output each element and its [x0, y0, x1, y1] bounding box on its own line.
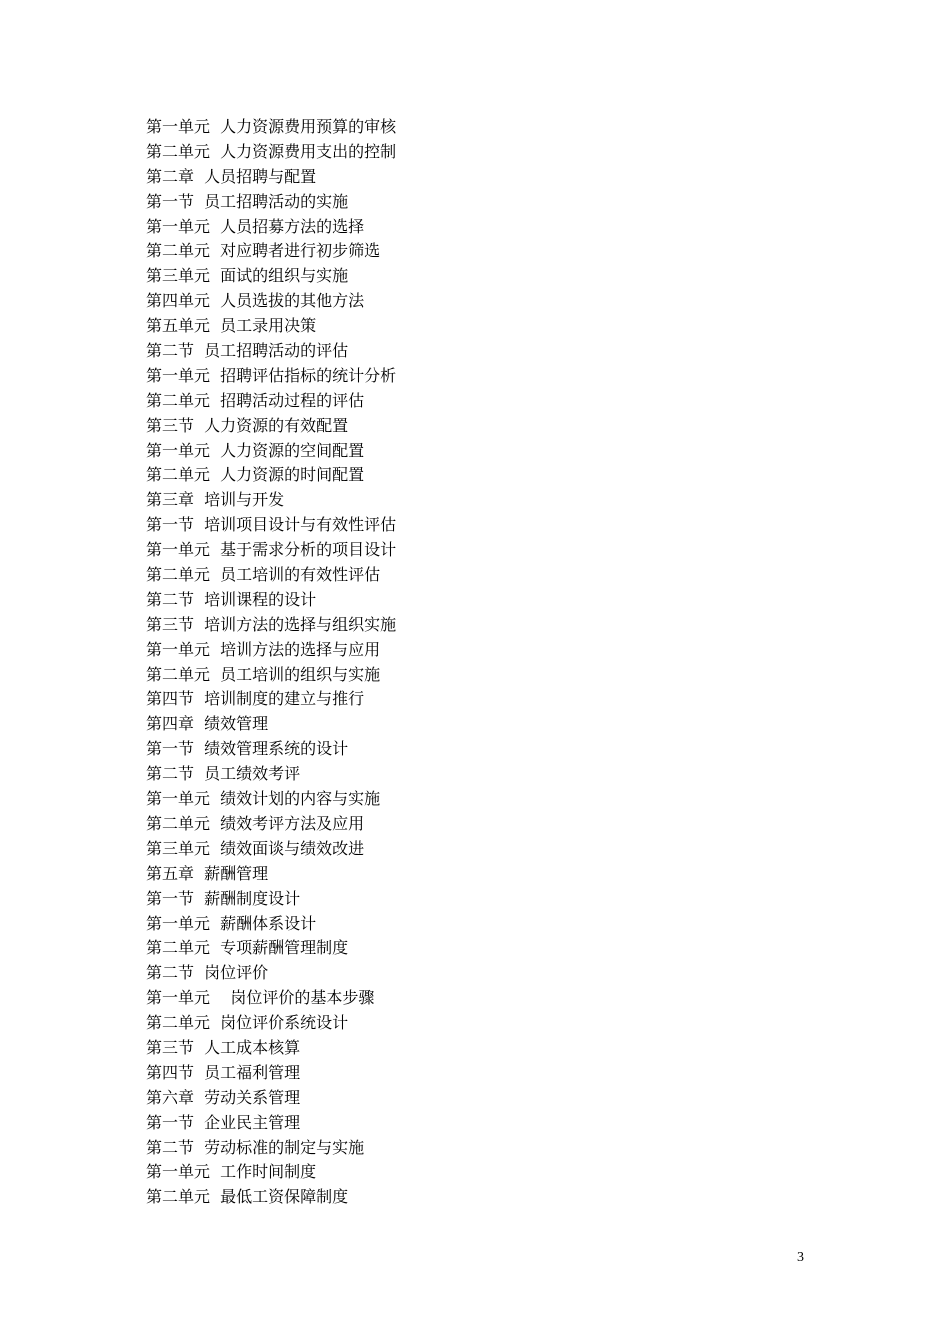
toc-entry: 第一单元 人员招募方法的选择	[146, 216, 365, 236]
toc-entry: 第二节 劳动标准的制定与实施	[146, 1137, 365, 1157]
toc-entry: 第二节 员工绩效考评	[146, 764, 301, 784]
toc-entry: 第二单元 专项薪酬管理制度	[146, 938, 349, 958]
toc-entry: 第二节 员工招聘活动的评估	[146, 341, 349, 361]
toc-entry: 第四节 员工福利管理	[146, 1062, 301, 1082]
toc-entry: 第一单元 人力资源的空间配置	[146, 440, 365, 460]
toc-entry: 第三节 人工成本核算	[146, 1037, 301, 1057]
toc-entry: 第一单元 基于需求分析的项目设计	[146, 540, 397, 560]
toc-entry: 第一单元 培训方法的选择与应用	[146, 639, 381, 659]
toc-entry: 第一单元 岗位评价的基本步骤	[146, 988, 375, 1008]
toc-entry: 第二单元 员工培训的有效性评估	[146, 565, 381, 585]
toc-entry: 第二单元 对应聘者进行初步筛选	[146, 241, 381, 261]
toc-entry: 第一节 绩效管理系统的设计	[146, 739, 349, 759]
toc-entry: 第一单元 招聘评估指标的统计分析	[146, 365, 397, 385]
toc-entry: 第一单元 人力资源费用预算的审核	[146, 117, 397, 136]
toc-entry: 第二单元 员工培训的组织与实施	[146, 664, 381, 684]
toc-entry: 第四单元 人员选拔的其他方法	[146, 291, 365, 311]
toc-entry: 第二单元 岗位评价系统设计	[146, 1013, 349, 1033]
toc-entry: 第一节 企业民主管理	[146, 1112, 301, 1132]
toc-entry: 第三节 人力资源的有效配置	[146, 415, 349, 435]
toc-entry: 第二章 人员招聘与配置	[146, 166, 317, 186]
toc-entry: 第四章 绩效管理	[146, 714, 269, 734]
toc-entry: 第四节 培训制度的建立与推行	[146, 689, 365, 709]
toc-entry: 第一单元 工作时间制度	[146, 1162, 317, 1182]
toc-entry: 第二单元 最低工资保障制度	[146, 1187, 349, 1207]
toc-entry: 第二节 培训课程的设计	[146, 589, 317, 609]
toc-entry: 第二单元 招聘活动过程的评估	[146, 390, 365, 410]
toc-entry: 第五章 薪酬管理	[146, 863, 269, 883]
toc-entry: 第一节 培训项目设计与有效性评估	[146, 515, 397, 535]
toc-entry: 第二单元 绩效考评方法及应用	[146, 813, 365, 833]
toc-entry: 第三单元 面试的组织与实施	[146, 266, 349, 286]
toc-entry: 第三节 培训方法的选择与组织实施	[146, 614, 397, 634]
toc-entry: 第二单元 人力资源的时间配置	[146, 465, 365, 485]
toc-entry: 第五单元 员工录用决策	[146, 316, 317, 336]
toc-entry: 第一节 员工招聘活动的实施	[146, 191, 349, 211]
toc-entry: 第三章 培训与开发	[146, 490, 285, 510]
toc-entry: 第三单元 绩效面谈与绩效改进	[146, 838, 365, 858]
toc-entry: 第二单元 人力资源费用支出的控制	[146, 141, 397, 161]
toc-entry: 第一单元 薪酬体系设计	[146, 913, 317, 933]
table-of-contents	[146, 115, 396, 1210]
toc-entry: 第二节 岗位评价	[146, 963, 269, 983]
page-number: 3	[797, 1250, 804, 1265]
toc-entry: 第一单元 绩效计划的内容与实施	[146, 789, 381, 809]
toc-entry: 第六章 劳动关系管理	[146, 1087, 301, 1107]
toc-entry: 第一节 薪酬制度设计	[146, 888, 301, 908]
